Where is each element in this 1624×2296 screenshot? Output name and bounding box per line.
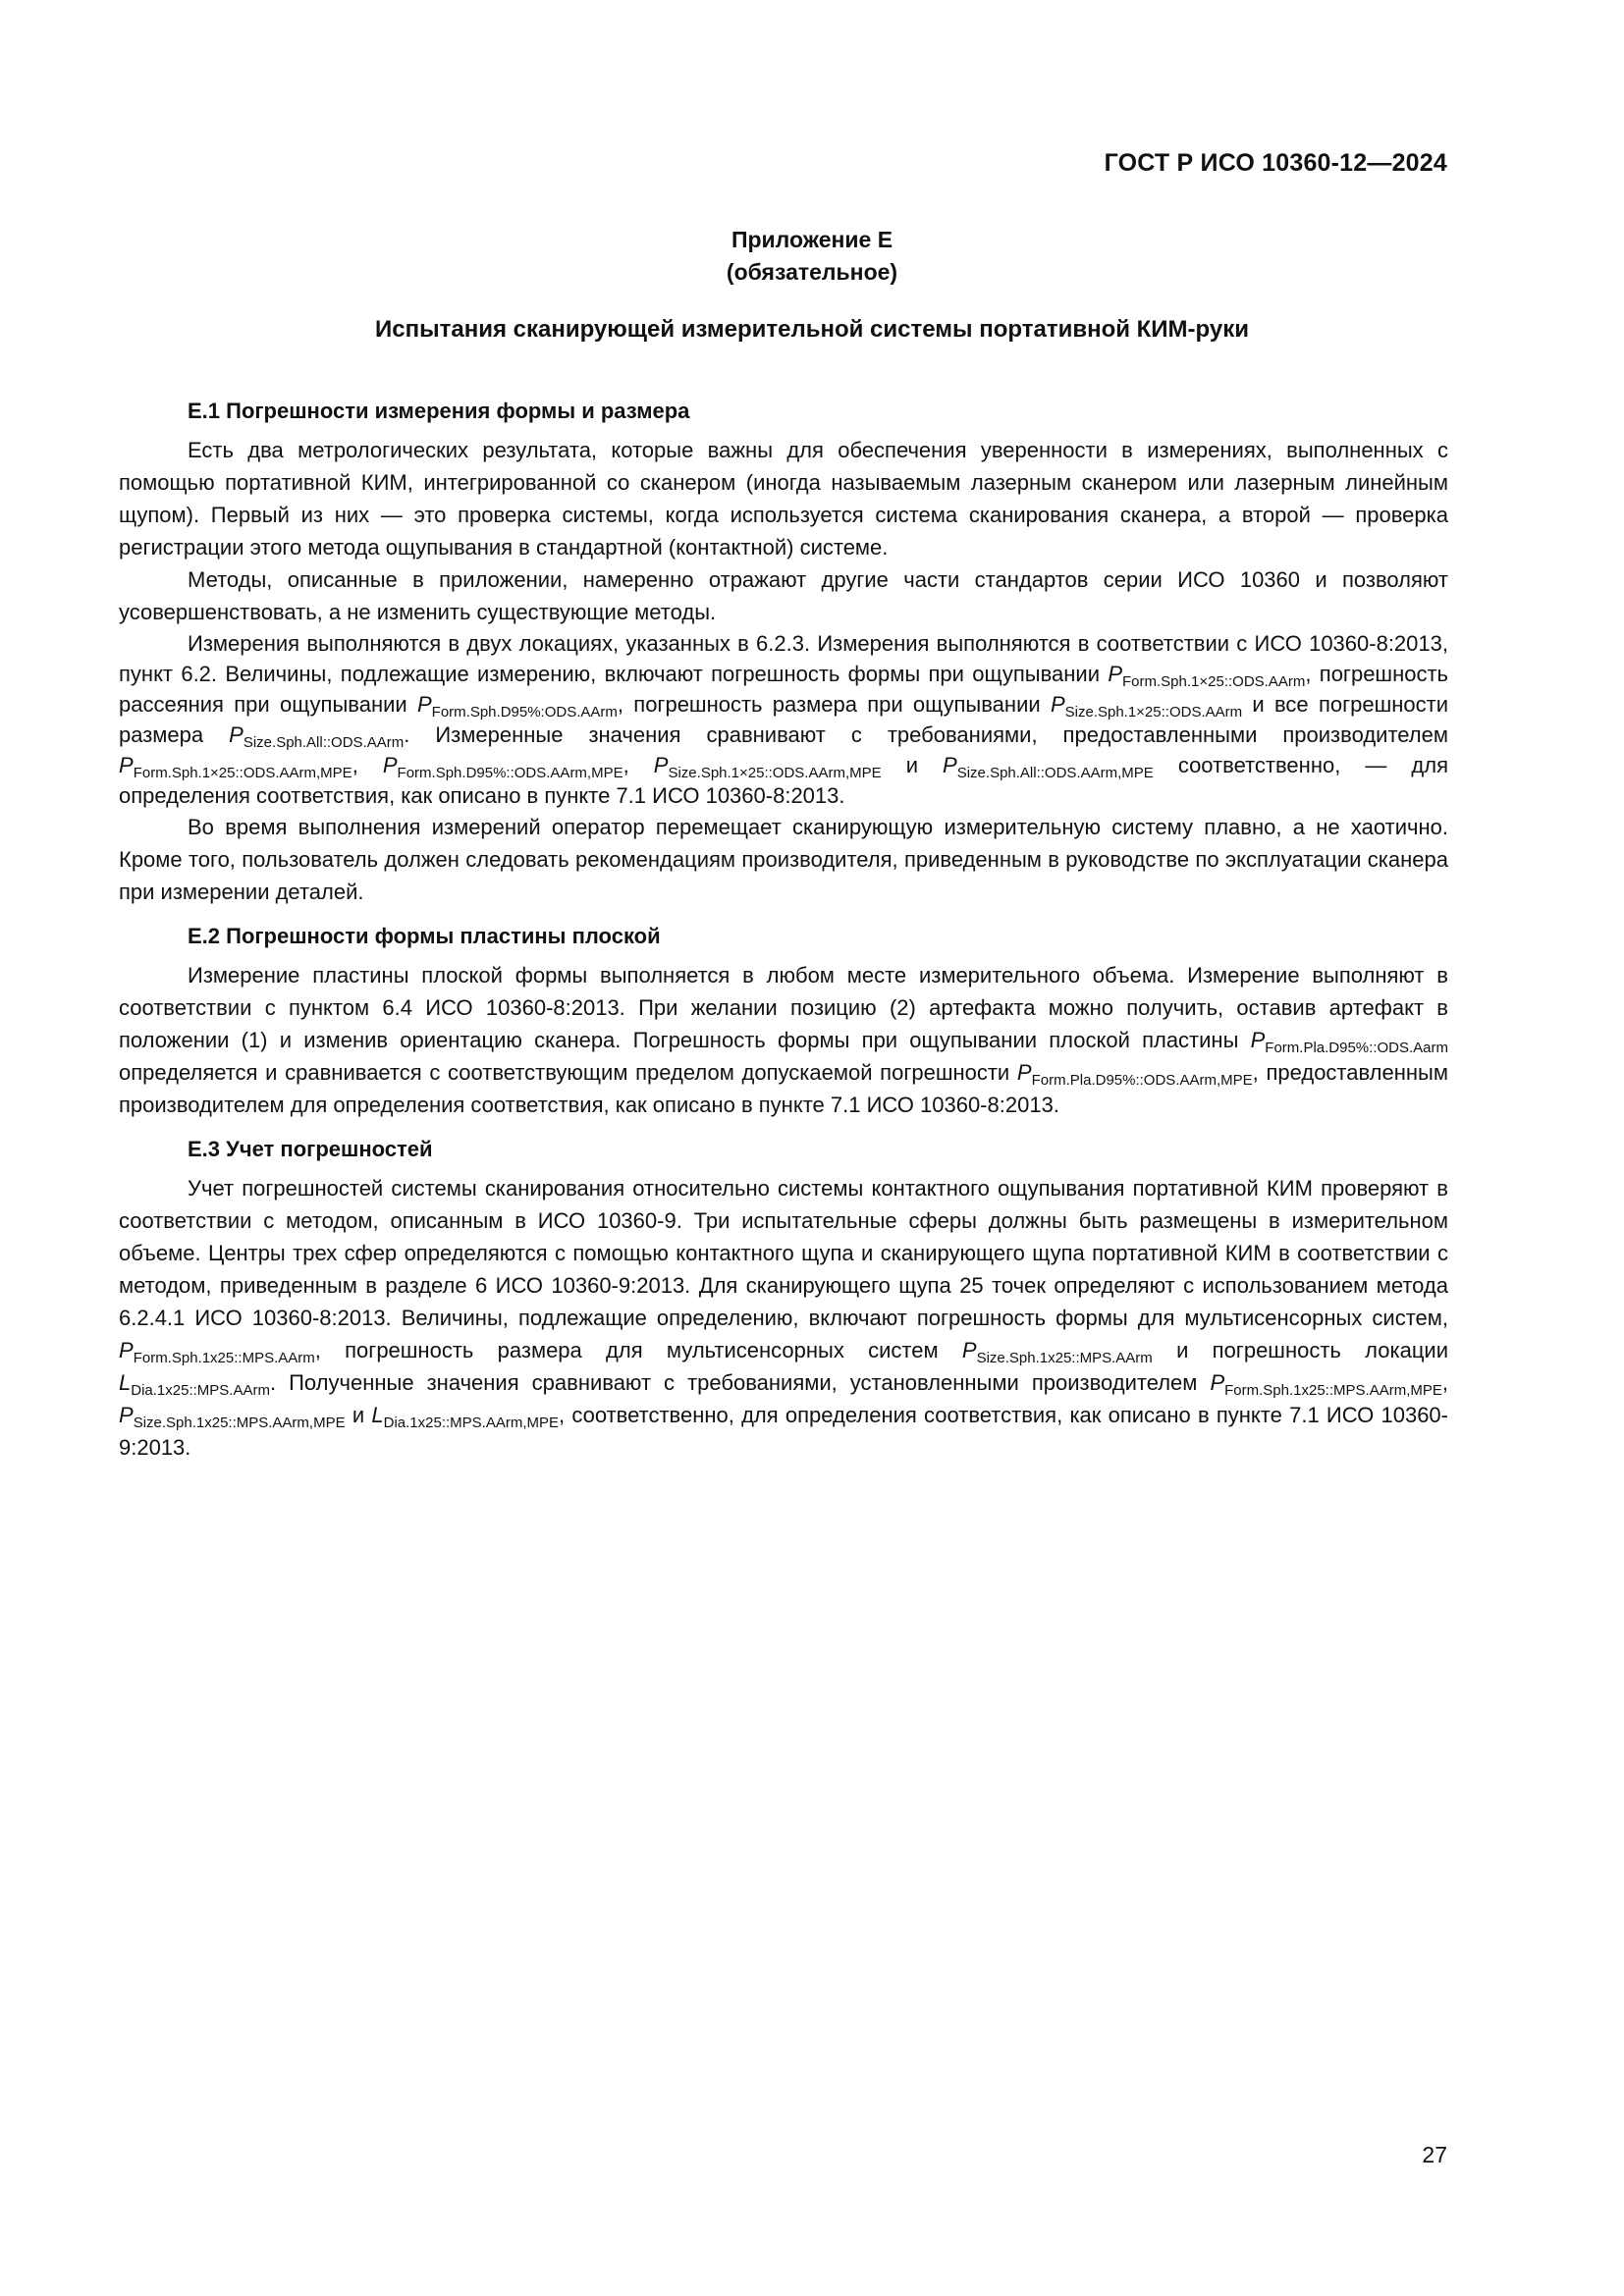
symbol-subscript: Form.Pla.D95%::ODS.Aarm — [1265, 1040, 1448, 1056]
symbol: P — [119, 753, 134, 777]
symbol-subscript: Size.Sph.All::ODS.AArm — [243, 734, 405, 751]
symbol-subscript: Dia.1x25::MPS.AArm,MPE — [383, 1415, 560, 1431]
symbol: P — [1016, 1060, 1032, 1085]
annex-heading — [0, 224, 1624, 289]
section-e1-paragraph-4: Во время выполнения измерений оператор перемещает сканирующую измерительную систему плавно, а не хаотично. Кроме того, пользователь должен следовать рекомендациям производителя, приведенным в руководстве по эксплуатации сканера при измерении деталей. — [119, 815, 1448, 904]
symbol: P — [119, 1338, 134, 1362]
symbol: P — [416, 692, 432, 717]
symbol: L — [371, 1403, 384, 1427]
symbol: P — [229, 722, 244, 747]
section-e2-title: Е.2 Погрешности формы пластины плоской — [188, 924, 661, 948]
symbol: P — [1250, 1028, 1266, 1052]
symbol-subscript: Form.Pla.D95%::ODS.AArm,MPE — [1031, 1072, 1253, 1089]
section-e2-paragraph-1: Измерение пластины плоской формы выполняется в любом месте измерительного объема. Измерение выполняют в соответствии с пунктом 6.4 ИСО 10360-8:2013. При желании позицию (2) артефакта можно получить, оставив артефакт в положении (1) и изменив ориентацию сканера. Погрешность формы при ощупывании плоской пластины $P_{Form.Pla.D95\%::ODS.Aarm}$ определяется и сравнивается с соответствующим пределом допускаемой погрешности $P_{Form.Pla.D95\%::ODS.AArm,MPE}$, предоставленным производителем для определения соответствия, как описано в пункте 7.1 ИСО 10360-8:2013. — [119, 963, 1448, 1117]
symbol: P — [943, 753, 957, 777]
symbol-subscript: Size.Sph.1x25::MPS.AArm,MPE — [133, 1415, 346, 1431]
symbol-subscript: Form.Sph.1x25::MPS.AArm,MPE — [1224, 1382, 1442, 1399]
annex-title: Испытания сканирующей измерительной системы портативной КИМ-руки — [375, 316, 1249, 343]
section-e1-paragraph-1: Есть два метрологических результата, которые важны для обеспечения уверенности в измерениях, выполненных с помощью портативной КИМ, интегрированной со сканером (иногда называемым лазерным сканером или лазерным линейным щупом). Первый из них — это проверка системы, когда используется система сканирования сканера, а второй — проверка регистрации этого метода ощупывания в стандартной (контактной) системе. — [119, 438, 1448, 560]
section-e1-paragraph-2: Методы, описанные в приложении, намеренно отражают другие части стандартов серии ИСО 10360 и позволяют усовершенствовать, а не изменить существующие методы. — [119, 567, 1448, 624]
symbol-subscript: Form.Sph.1×25::ODS.AArm — [1122, 673, 1306, 690]
symbol-subscript: Size.Sph.1x25::MPS.AArm — [976, 1350, 1153, 1366]
section-e1-paragraph-3: Измерения выполняются в двух локациях, указанных в 6.2.3. Измерения выполняются в соответствии с ИСО 10360-8:2013, пункт 6.2. Величины, подлежащие измерению, включают погрешность формы при ощупывании $P_{Form.Sph.1\times 25::ODS.AArm}$, погрешность рассеяния при ощупывании $P_{Form.Sph.D95\%:ODS.AArm}$, погрешность размера при ощупывании $P_{Size.Sph.1\times 25::ODS.AArm}$ и все погрешности размера $P_{Size.Sph.All::ODS.AArm}$. Измеренные значения сравнивают с требованиями, предоставленными производителем $P_{Form.Sph.1\times 25::ODS.AArm,MPE}$, $P_{Form.Sph.D95\%::ODS.AArm,MPE}$, $P_{Size.Sph.1\times 25::ODS.AArm,MPE}$ и $P_{Size.Sph.All::ODS.AArm,MPE}$ соответственно, — для определения соответствия, как описано в пункте 7.1 ИСО 10360-8:2013. — [119, 631, 1448, 808]
symbol-subscript: Form.Sph.D95%:ODS.AArm — [431, 704, 618, 721]
symbol: P — [653, 753, 669, 777]
section-e3-title: Е.3 Учет погрешностей — [188, 1137, 433, 1161]
annex-label: Приложение Е — [731, 227, 893, 252]
document-code: ГОСТ Р ИСО 10360-12—2024 — [1104, 149, 1447, 177]
annex-body — [119, 397, 1448, 1464]
symbol: P — [1108, 662, 1123, 686]
symbol: P — [1210, 1370, 1225, 1395]
symbol-subscript: Form.Sph.D95%::ODS.AArm,MPE — [397, 765, 623, 781]
symbol-subscript: Size.Sph.1×25::ODS.AArm — [1064, 704, 1243, 721]
symbol: L — [119, 1370, 132, 1395]
page-number: 27 — [1422, 2142, 1447, 2167]
symbol-subscript: Size.Sph.All::ODS.AArm,MPE — [956, 765, 1154, 781]
annex-status: (обязательное) — [726, 259, 898, 285]
symbol-subscript: Form.Sph.1×25::ODS.AArm,MPE — [133, 765, 352, 781]
symbol-subscript: Dia.1x25::MPS.AArm — [131, 1382, 270, 1399]
symbol-subscript: Form.Sph.1x25::MPS.AArm — [133, 1350, 315, 1366]
section-e3-paragraph-1: Учет погрешностей системы сканирования относительно системы контактного ощупывания портативной КИМ проверяют в соответствии с методом, описанным в ИСО 10360-9. Три испытательные сферы должны быть размещены в измерительном объеме. Центры трех сфер определяются с помощью контактного щупа и сканирующего щупа портативной КИМ в соответствии с методом, приведенным в разделе 6 ИСО 10360-9:2013. Для сканирующего щупа 25 точек определяют с использованием метода 6.2.4.1 ИСО 10360-8:2013. Величины, подлежащие определению, включают погрешность формы для мультисенсорных систем, $P_{Form.Sph.1x25::MPS.AArm}$, погрешность размера для мультисенсорных систем $P_{Size.Sph.1x25::MPS.AArm}$ и погрешность локации $L_{Dia.1x25::MPS.AArm}$. Полученные значения сравнивают с требованиями, установленными производителем $P_{Form.Sph.1x25::MPS.AArm,MPE}$, $P_{Size.Sph.1x25::MPS.AArm,MPE}$ и $L_{Dia.1x25::MPS.AArm,MPE}$, соответственно, для определения соответствия, как описано в пункте 7.1 ИСО 10360-9:2013. — [119, 1176, 1449, 1460]
section-e1-title: Е.1 Погрешности измерения формы и размера — [188, 399, 690, 423]
symbol: P — [961, 1338, 977, 1362]
symbol: P — [382, 753, 398, 777]
symbol-subscript: Size.Sph.1×25::ODS.AArm,MPE — [668, 765, 882, 781]
symbol: P — [1050, 692, 1065, 717]
symbol: P — [119, 1403, 134, 1427]
